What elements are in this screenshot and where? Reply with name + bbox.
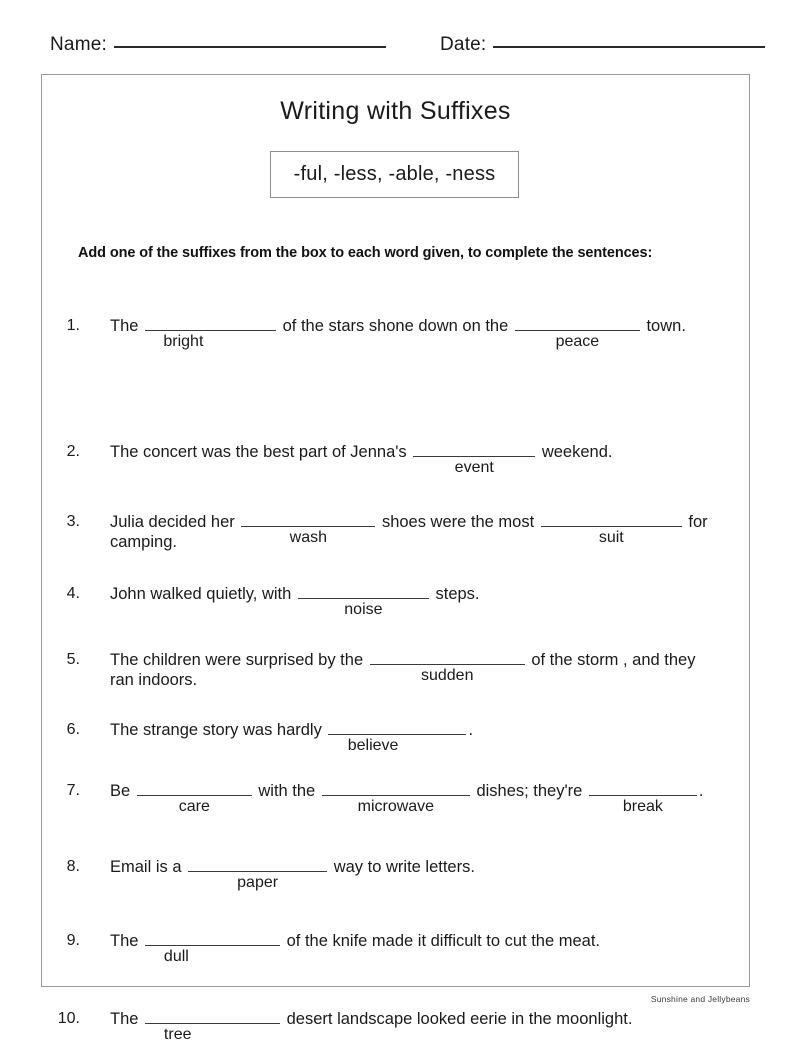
answer-blank[interactable]	[145, 315, 276, 350]
hint-word: sudden	[420, 667, 474, 684]
hint-word: dull	[163, 948, 189, 965]
answer-blank[interactable]	[298, 583, 429, 618]
question-number: 2.	[66, 443, 80, 460]
hint-word: peace	[555, 333, 600, 350]
question-body	[110, 930, 740, 965]
instructions: Add one of the suffixes from the box to each word given, to complete the sentences:	[78, 245, 653, 261]
hint-word: tree	[163, 1026, 192, 1043]
question-number: 5.	[66, 651, 80, 668]
question-line	[110, 930, 740, 965]
answer-blank[interactable]	[188, 856, 327, 891]
answer-blank[interactable]	[137, 780, 252, 815]
question-number: 3.	[66, 513, 80, 530]
question-body	[110, 780, 740, 815]
question-text: The	[110, 932, 139, 950]
question-body	[110, 511, 740, 552]
question-text: The strange story was hardly	[110, 721, 322, 739]
question-text: of the stars shone down on the	[282, 317, 509, 335]
question-text: Julia decided her	[110, 513, 235, 531]
hint-word: noise	[344, 601, 383, 618]
question-line	[110, 780, 740, 815]
question-text: The concert was the best part of Jenna's	[110, 443, 407, 461]
answer-blank[interactable]	[328, 719, 466, 754]
question-text: weekend.	[541, 443, 613, 461]
suffix-word-bank	[270, 151, 519, 198]
question-line	[110, 1008, 740, 1043]
question-line	[110, 315, 740, 350]
header-row	[0, 34, 791, 66]
question-body	[110, 315, 740, 350]
question-text: .	[698, 782, 704, 800]
question-text: The	[110, 317, 139, 335]
date-write-line[interactable]	[493, 45, 765, 48]
answer-blank[interactable]	[589, 780, 697, 815]
question-line-2: camping.	[110, 533, 177, 551]
question-line	[110, 583, 740, 618]
question-text: steps.	[435, 585, 480, 603]
question-text: .	[468, 721, 474, 739]
answer-blank[interactable]	[145, 1008, 280, 1043]
question-text: shoes were the most	[381, 513, 535, 531]
name-write-line[interactable]	[114, 45, 386, 48]
hint-word: bright	[163, 333, 204, 350]
answer-blank[interactable]	[241, 511, 375, 546]
question-text: Email is a	[110, 858, 182, 876]
question-body	[110, 441, 740, 476]
name-field[interactable]	[50, 34, 386, 56]
answer-blank[interactable]	[413, 441, 535, 476]
date-label: Date:	[440, 34, 487, 55]
hint-word: paper	[237, 874, 279, 891]
hint-word: believe	[347, 737, 399, 754]
hint-word: break	[622, 798, 663, 815]
date-field[interactable]	[440, 34, 765, 56]
question-number: 6.	[66, 721, 80, 738]
question-number: 1.	[66, 317, 80, 334]
hint-word: suit	[598, 529, 624, 546]
question-text: desert landscape looked eerie in the moonlight.	[286, 1010, 633, 1028]
question-number: 8.	[66, 858, 80, 875]
credit-line: Sunshine and Jellybeans	[650, 994, 750, 1004]
answer-blank[interactable]	[370, 649, 525, 684]
answer-blank[interactable]	[322, 780, 470, 815]
hint-word: wash	[289, 529, 328, 546]
question-text: John walked quietly, with	[110, 585, 292, 603]
answer-blank[interactable]	[541, 511, 682, 546]
question-number: 4.	[66, 585, 80, 602]
page-title: Writing with Suffixes	[280, 97, 511, 125]
question-text: The children were surprised by the	[110, 651, 364, 669]
question-text: for	[688, 513, 708, 531]
question-number: 9.	[66, 932, 80, 949]
question-line	[110, 719, 740, 754]
question-line	[110, 856, 740, 891]
question-text: dishes; they're	[476, 782, 583, 800]
question-line	[110, 441, 740, 476]
question-line-2: ran indoors.	[110, 671, 198, 689]
question-text: of the knife made it difficult to cut the meat.	[286, 932, 600, 950]
question-number: 10.	[57, 1010, 80, 1027]
question-body	[110, 719, 740, 754]
question-body	[110, 649, 740, 690]
hint-word: event	[454, 459, 494, 476]
answer-blank[interactable]	[515, 315, 640, 350]
question-text: way to write letters.	[333, 858, 475, 876]
question-body	[110, 856, 740, 891]
answer-blank[interactable]	[145, 930, 280, 965]
question-text: with the	[258, 782, 316, 800]
hint-word: care	[178, 798, 210, 815]
question-text: of the storm , and they	[531, 651, 696, 669]
hint-word: microwave	[357, 798, 435, 815]
question-text: town.	[646, 317, 686, 335]
question-body	[110, 583, 740, 618]
name-label: Name:	[50, 34, 107, 55]
question-text: Be	[110, 782, 131, 800]
suffix-word-bank-text: -ful, -less, -able, -ness	[293, 163, 496, 185]
question-text: The	[110, 1010, 139, 1028]
question-number: 7.	[66, 782, 80, 799]
question-body	[110, 1008, 740, 1043]
